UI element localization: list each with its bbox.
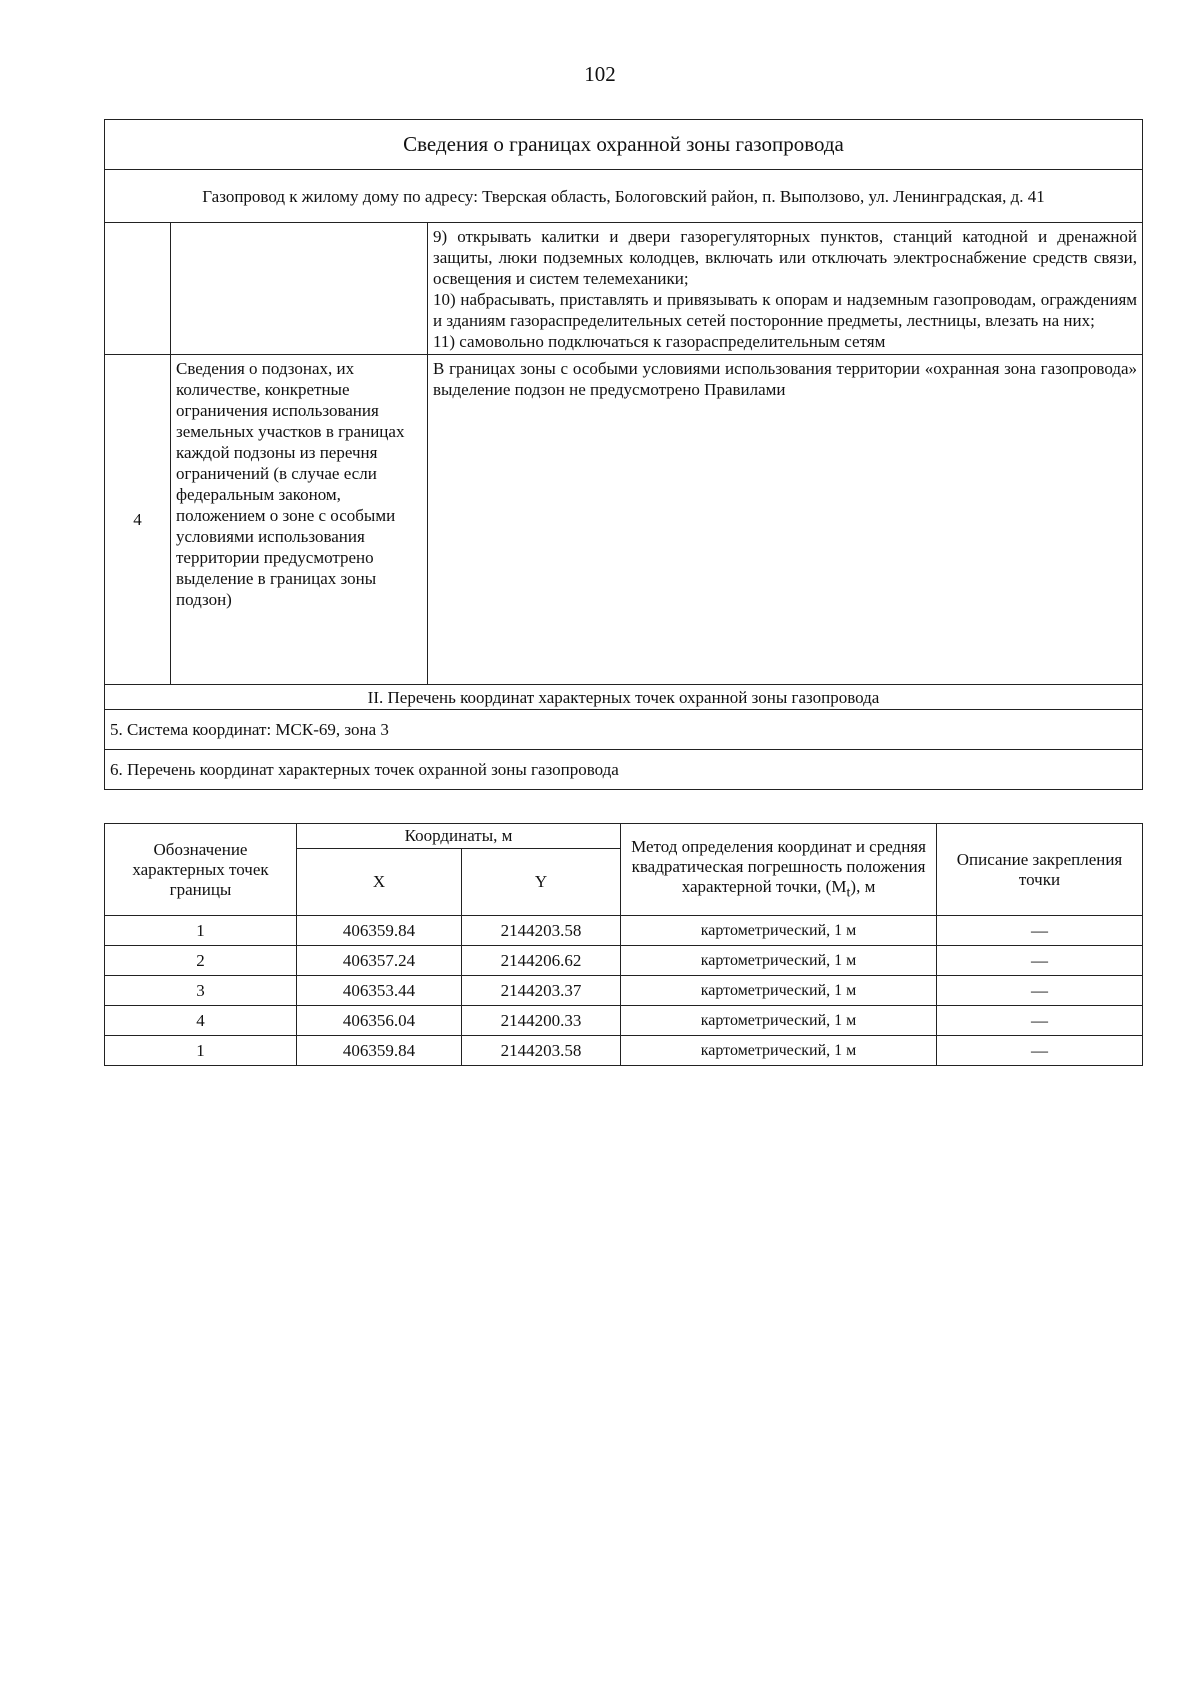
coordinate-system: 5. Система координат: МСК-69, зона 3 [105,710,1143,750]
section-2-title: II. Перечень координат характерных точек охранной зоны газопровода [105,685,1143,710]
row-number-empty [105,223,171,355]
document-subtitle: Газопровод к жилому дому по адресу: Тверская область, Бологовский район, п. Выползово, ул. Ленинградская, д. 41 [105,170,1143,223]
restriction-item: 9) открывать калитки и двери газорегуляторных пунктов, станций катодной и дренажной защиты, люки подземных колодцев, включать или отключать электроснабжение средств связи, освещения и систем телемеханики; [433,227,1138,288]
cell-description: — [937,916,1143,946]
cell-method: картометрический, 1 м [621,976,937,1006]
row-label-empty [171,223,428,355]
coordinates-table [104,823,1143,1066]
subzones-label: Сведения о подзонах, их количестве, конкретные ограничения использования земельных участков в границах каждой подзоны из перечня ограничений (в случае если федеральным законом, положением о зоне с особыми условиями использования территории предусмотрено выделение в границах зоны подзон) [171,355,428,685]
table-row [105,1006,1143,1036]
cell-y: 2144200.33 [462,1006,621,1036]
cell-description: — [937,946,1143,976]
cell-x: 406356.04 [297,1006,462,1036]
subzones-value: В границах зоны с особыми условиями использования территории «охранная зона газопровода» выделение подзон не предусмотрено Правилами [428,355,1143,685]
header-method-sub: t [846,884,851,901]
header-method-end: ), м [850,876,876,896]
table-row [105,916,1143,946]
cell-method: картометрический, 1 м [621,1006,937,1036]
cell-x: 406359.84 [297,916,462,946]
table-row [105,976,1143,1006]
cell-x: 406359.84 [297,1036,462,1066]
cell-point: 2 [105,946,297,976]
header-method-main: Метод определения координат и средняя квадратическая погрешность положения характерной точки, (M [631,836,926,896]
cell-x: 406357.24 [297,946,462,976]
table-row [105,946,1143,976]
page-number: 102 [584,62,616,86]
restrictions-continued [428,223,1143,355]
header-coordinates: Координаты, м [297,824,621,849]
cell-method: картометрический, 1 м [621,946,937,976]
cell-y: 2144203.58 [462,1036,621,1066]
restrictions-continued-row [105,223,1143,355]
document-title: Сведения о границах охранной зоны газопровода [105,120,1143,170]
cell-method: картометрический, 1 м [621,1036,937,1066]
cell-y: 2144203.58 [462,916,621,946]
cell-method: картометрический, 1 м [621,916,937,946]
points-list-title: 6. Перечень координат характерных точек охранной зоны газопровода [105,750,1143,790]
cell-y: 2144203.37 [462,976,621,1006]
cell-description: — [937,976,1143,1006]
cell-point: 4 [105,1006,297,1036]
table-row [105,1036,1143,1066]
protection-zone-info-table [104,119,1143,790]
header-x: X [297,849,462,916]
row-number: 4 [105,355,171,685]
cell-point: 1 [105,916,297,946]
subzones-row [105,355,1143,685]
header-y: Y [462,849,621,916]
restriction-item: 10) набрасывать, приставлять и привязывать к опорам и надземным газопроводам, ограждениям и зданиям газораспределительных сетей посторонние предметы, лестницы, влезать на них; [433,290,1138,330]
cell-point: 3 [105,976,297,1006]
cell-point: 1 [105,1036,297,1066]
cell-x: 406353.44 [297,976,462,1006]
header-method [621,824,937,916]
cell-description: — [937,1006,1143,1036]
cell-y: 2144206.62 [462,946,621,976]
header-description: Описание закрепления точки [937,824,1143,916]
restriction-item: 11) самовольно подключаться к газораспределительным сетям [433,332,886,351]
header-point: Обозначение характерных точек границы [105,824,297,916]
cell-description: — [937,1036,1143,1066]
coordinates-header-row [105,824,1143,849]
